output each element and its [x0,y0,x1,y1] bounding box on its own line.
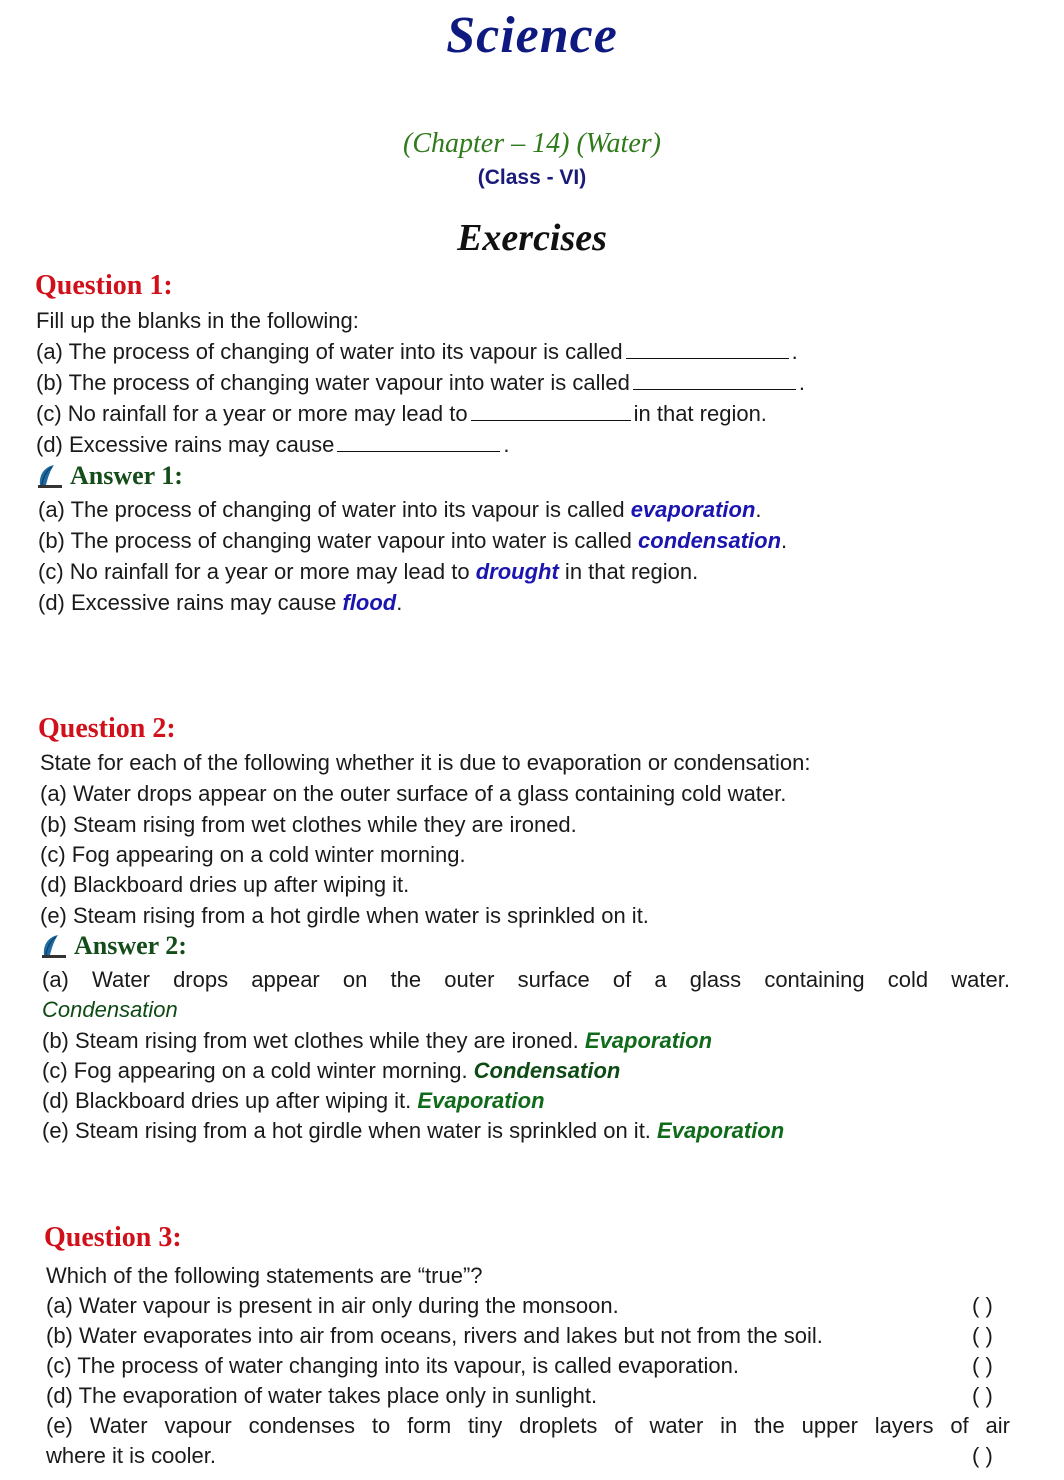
chapter-subtitle: (Chapter – 14) (Water) [403,128,661,159]
question-2-item-e: (e) Steam rising from a hot girdle when water is sprinkled on it. [40,903,649,928]
item-text: (a) The process of changing of water into its vapour is called [36,339,623,364]
question-3-item-b: (b) Water evaporates into air from oceans, rivers and lakes but not from the soil. [46,1323,823,1348]
answer-text: (b) Steam rising from wet clothes while they are ironed. [42,1028,585,1053]
section-title: Exercises [457,217,607,259]
answer-text: (d) Blackboard dries up after wiping it. [42,1088,418,1113]
question-2-intro: State for each of the following whether it is due to evaporation or condensation: [40,750,811,775]
answer-text: (b) The process of changing water vapour into water is called [38,528,639,553]
question-2-item-b: (b) Steam rising from wet clothes while they are ironed. [40,812,577,837]
question-2-item-d: (d) Blackboard dries up after wiping it. [40,872,410,897]
blank-line [633,371,796,390]
answer-text: (d) Excessive rains may cause [38,590,343,615]
answer-text: (a) The process of changing of water into its vapour is called [38,497,631,522]
answer-value: drought [475,559,559,584]
answer-1-item-c [38,559,698,585]
answer-2-item-a: (a) Water drops appear on the outer surface of a glass containing cold water. [42,967,1010,992]
item-suffix: . [798,370,806,395]
true-false-checkbox[interactable]: ( ) [972,1323,993,1348]
quill-pen-icon [36,463,64,489]
item-suffix: . [503,432,510,457]
question-1-item-c [36,401,767,427]
answer-value: Evaporation [584,1028,713,1053]
answer-1-item-d [38,590,402,616]
blank-line [471,402,631,421]
answer-heading-text: Answer 2: [74,931,187,960]
true-false-checkbox[interactable]: ( ) [972,1443,993,1468]
question-3-item-e-continued: where it is cooler. [46,1443,216,1468]
blank-line [626,340,789,359]
answer-suffix: . [396,590,403,615]
answer-value: Evaporation [417,1088,545,1113]
answer-suffix: . [781,528,788,553]
question-3-heading: Question 3: [44,1222,182,1253]
answer-heading-text: Answer 1: [70,461,183,490]
answer-value: evaporation [630,497,756,522]
true-false-checkbox[interactable]: ( ) [972,1353,993,1378]
blank-line [337,433,500,452]
question-2-item-a: (a) Water drops appear on the outer surface of a glass containing cold water. [40,781,787,806]
question-3-item-a: (a) Water vapour is present in air only during the monsoon. [46,1293,619,1318]
question-2-item-c: (c) Fog appearing on a cold winter morning. [40,842,466,867]
true-false-checkbox[interactable]: ( ) [972,1293,993,1318]
answer-value: Evaporation [657,1118,785,1143]
answer-2-item-e [42,1118,784,1144]
answer-1-item-a [38,497,762,523]
answer-2-item-c [42,1058,620,1084]
question-3-item-c: (c) The process of water changing into its vapour, is called evaporation. [46,1353,739,1378]
question-1-item-b [36,370,805,396]
item-suffix: in that region. [633,401,767,426]
answer-suffix: in that region. [558,559,699,584]
question-3-item-e: (e) Water vapour condenses to form tiny droplets of water in the upper layers of air [46,1413,1010,1438]
item-text: (d) Excessive rains may cause [36,432,335,457]
question-2-heading: Question 2: [38,713,176,744]
answer-1-heading [36,461,183,491]
class-label: (Class - VI) [477,166,587,189]
answer-value: Condensation [42,997,178,1022]
answer-1-item-b [38,528,787,554]
answer-text: (c) Fog appearing on a cold winter morning. [42,1058,474,1083]
answer-text: (e) Steam rising from a hot girdle when water is sprinkled on it. [42,1118,658,1143]
answer-suffix: . [755,497,762,522]
question-3-item-d: (d) The evaporation of water takes place only in sunlight. [46,1383,598,1408]
answer-2-item-d [42,1088,545,1114]
question-3-intro: Which of the following statements are “true”? [46,1263,483,1288]
true-false-checkbox[interactable]: ( ) [972,1383,993,1408]
quill-pen-icon [40,933,68,959]
question-1-intro: Fill up the blanks in the following: [36,308,359,333]
question-1-item-d [36,432,509,458]
answer-text: (c) No rainfall for a year or more may lead to [38,559,476,584]
answer-2-item-a-value [42,997,178,1023]
answer-value: Condensation [473,1058,621,1083]
item-text: (c) No rainfall for a year or more may lead to [36,401,468,426]
answer-value: condensation [638,528,782,553]
answer-2-heading [40,931,187,961]
item-suffix: . [791,339,798,364]
page-title: Science [446,7,618,64]
question-1-item-a [36,339,798,365]
item-text: (b) The process of changing water vapour into water is called [36,370,630,395]
answer-value: flood [342,590,397,615]
answer-2-item-b [42,1028,712,1054]
question-1-heading: Question 1: [35,270,173,301]
